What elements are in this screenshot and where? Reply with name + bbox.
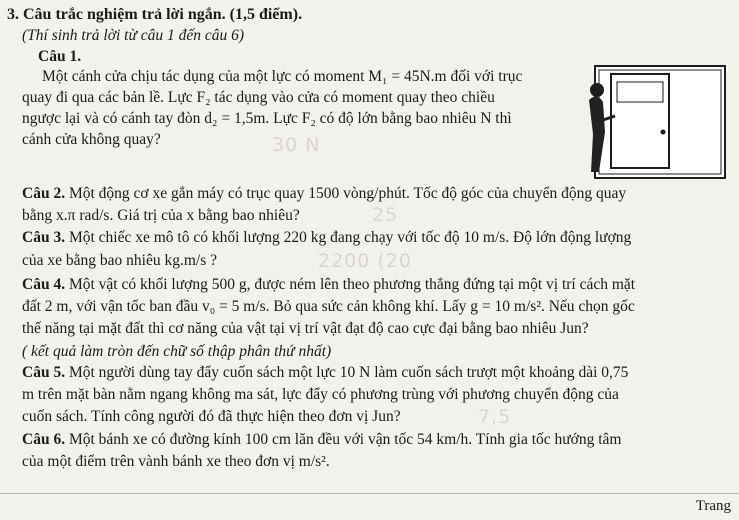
q5-text-line-1 <box>22 364 628 382</box>
q1-line-1: Một cánh cửa chịu tác dụng của một lực có moment M₁ = 45N.m đối với trục <box>42 68 523 85</box>
q1-line-4: cánh cửa không quay? <box>22 131 161 148</box>
q6-label: Câu 6. <box>22 431 66 448</box>
q6-text-line-1 <box>22 431 621 449</box>
q5-label: Câu 5. <box>22 364 66 381</box>
q1-handwritten-answer: 30 N <box>272 134 321 156</box>
footer-divider <box>0 493 739 494</box>
q2-label: Câu 2. <box>22 185 66 202</box>
q2-text-line-1 <box>22 185 626 203</box>
q1-line-2: quay đi qua các bản lề. Lực F₂ tác dụng vào cửa có moment quay theo chiều <box>22 89 495 106</box>
q4-line-3: thế năng tại mặt đất thì cơ năng của vật tại vị trí vật đạt độ cao cực đại bằng bao nhiêu Jun? <box>22 320 589 337</box>
q4-line-1: Một vật có khối lượng 500 g, được ném lên theo phương thẳng đứng tại một vị trí cách mặt <box>65 276 636 293</box>
q5-line-3: cuốn sách. Tính công người đó đã thực hiện theo đơn vị Jun? <box>22 408 401 425</box>
q2-handwritten-answer: 25 <box>372 204 399 226</box>
q3-handwritten-answer: 2200 (20 <box>318 250 412 272</box>
q4-label: Câu 4. <box>22 276 66 293</box>
q5-handwritten-answer: 7,5 <box>478 406 512 428</box>
q2-line-2: bằng x.π rad/s. Giá trị của x bằng bao nhiêu? <box>22 207 300 224</box>
q3-label: Câu 3. <box>22 229 66 246</box>
q4-line-2: đất 2 m, với vận tốc ban đầu v₀ = 5 m/s. Bỏ qua sức cản không khí. Lấy g = 10 m/s². Nếu chọn gốc <box>22 298 635 315</box>
door-illustration <box>585 60 735 180</box>
q3-line-1: Một chiếc xe mô tô có khối lượng 220 kg đang chạy với tốc độ 10 m/s. Độ lớn động lượng <box>65 229 632 246</box>
q1-label: Câu 1. <box>38 48 82 65</box>
q6-line-1: Một bánh xe có đường kính 100 cm lăn đều với vận tốc 54 km/h. Tính gia tốc hướng tâm <box>65 431 622 448</box>
q3-text-line-1 <box>22 229 631 247</box>
section-subtitle: (Thí sinh trả lời từ câu 1 đến câu 6) <box>22 27 245 44</box>
page-label: Trang <box>695 498 731 514</box>
q4-line-4: ( kết quả làm tròn đến chữ số thập phân thứ nhất) <box>22 343 332 360</box>
q3-line-2: của xe bằng bao nhiêu kg.m/s ? <box>22 252 217 269</box>
q5-line-2: m trên mặt bàn nằm ngang không ma sát, lực đẩy có phương trùng với phương chuyển động của <box>22 386 619 403</box>
q1-line-3: ngược lại và có cánh tay đòn d₂ = 1,5m. Lực F₂ có độ lớn bằng bao nhiêu N thì <box>22 110 512 127</box>
q2-line-1: Một động cơ xe gắn máy có trục quay 1500 vòng/phút. Tốc độ góc của chuyển động quay <box>65 185 627 202</box>
q4-text-line-1 <box>22 276 635 294</box>
q5-line-1: Một người dùng tay đẩy cuốn sách một lực 10 N làm cuốn sách trượt một khoảng dài 0,75 <box>65 364 629 381</box>
section-title: 3. Câu trắc nghiệm trả lời ngắn. (1,5 điểm). <box>7 6 303 23</box>
q6-line-2: của một điểm trên vành bánh xe theo đơn vị m/s². <box>22 453 330 470</box>
